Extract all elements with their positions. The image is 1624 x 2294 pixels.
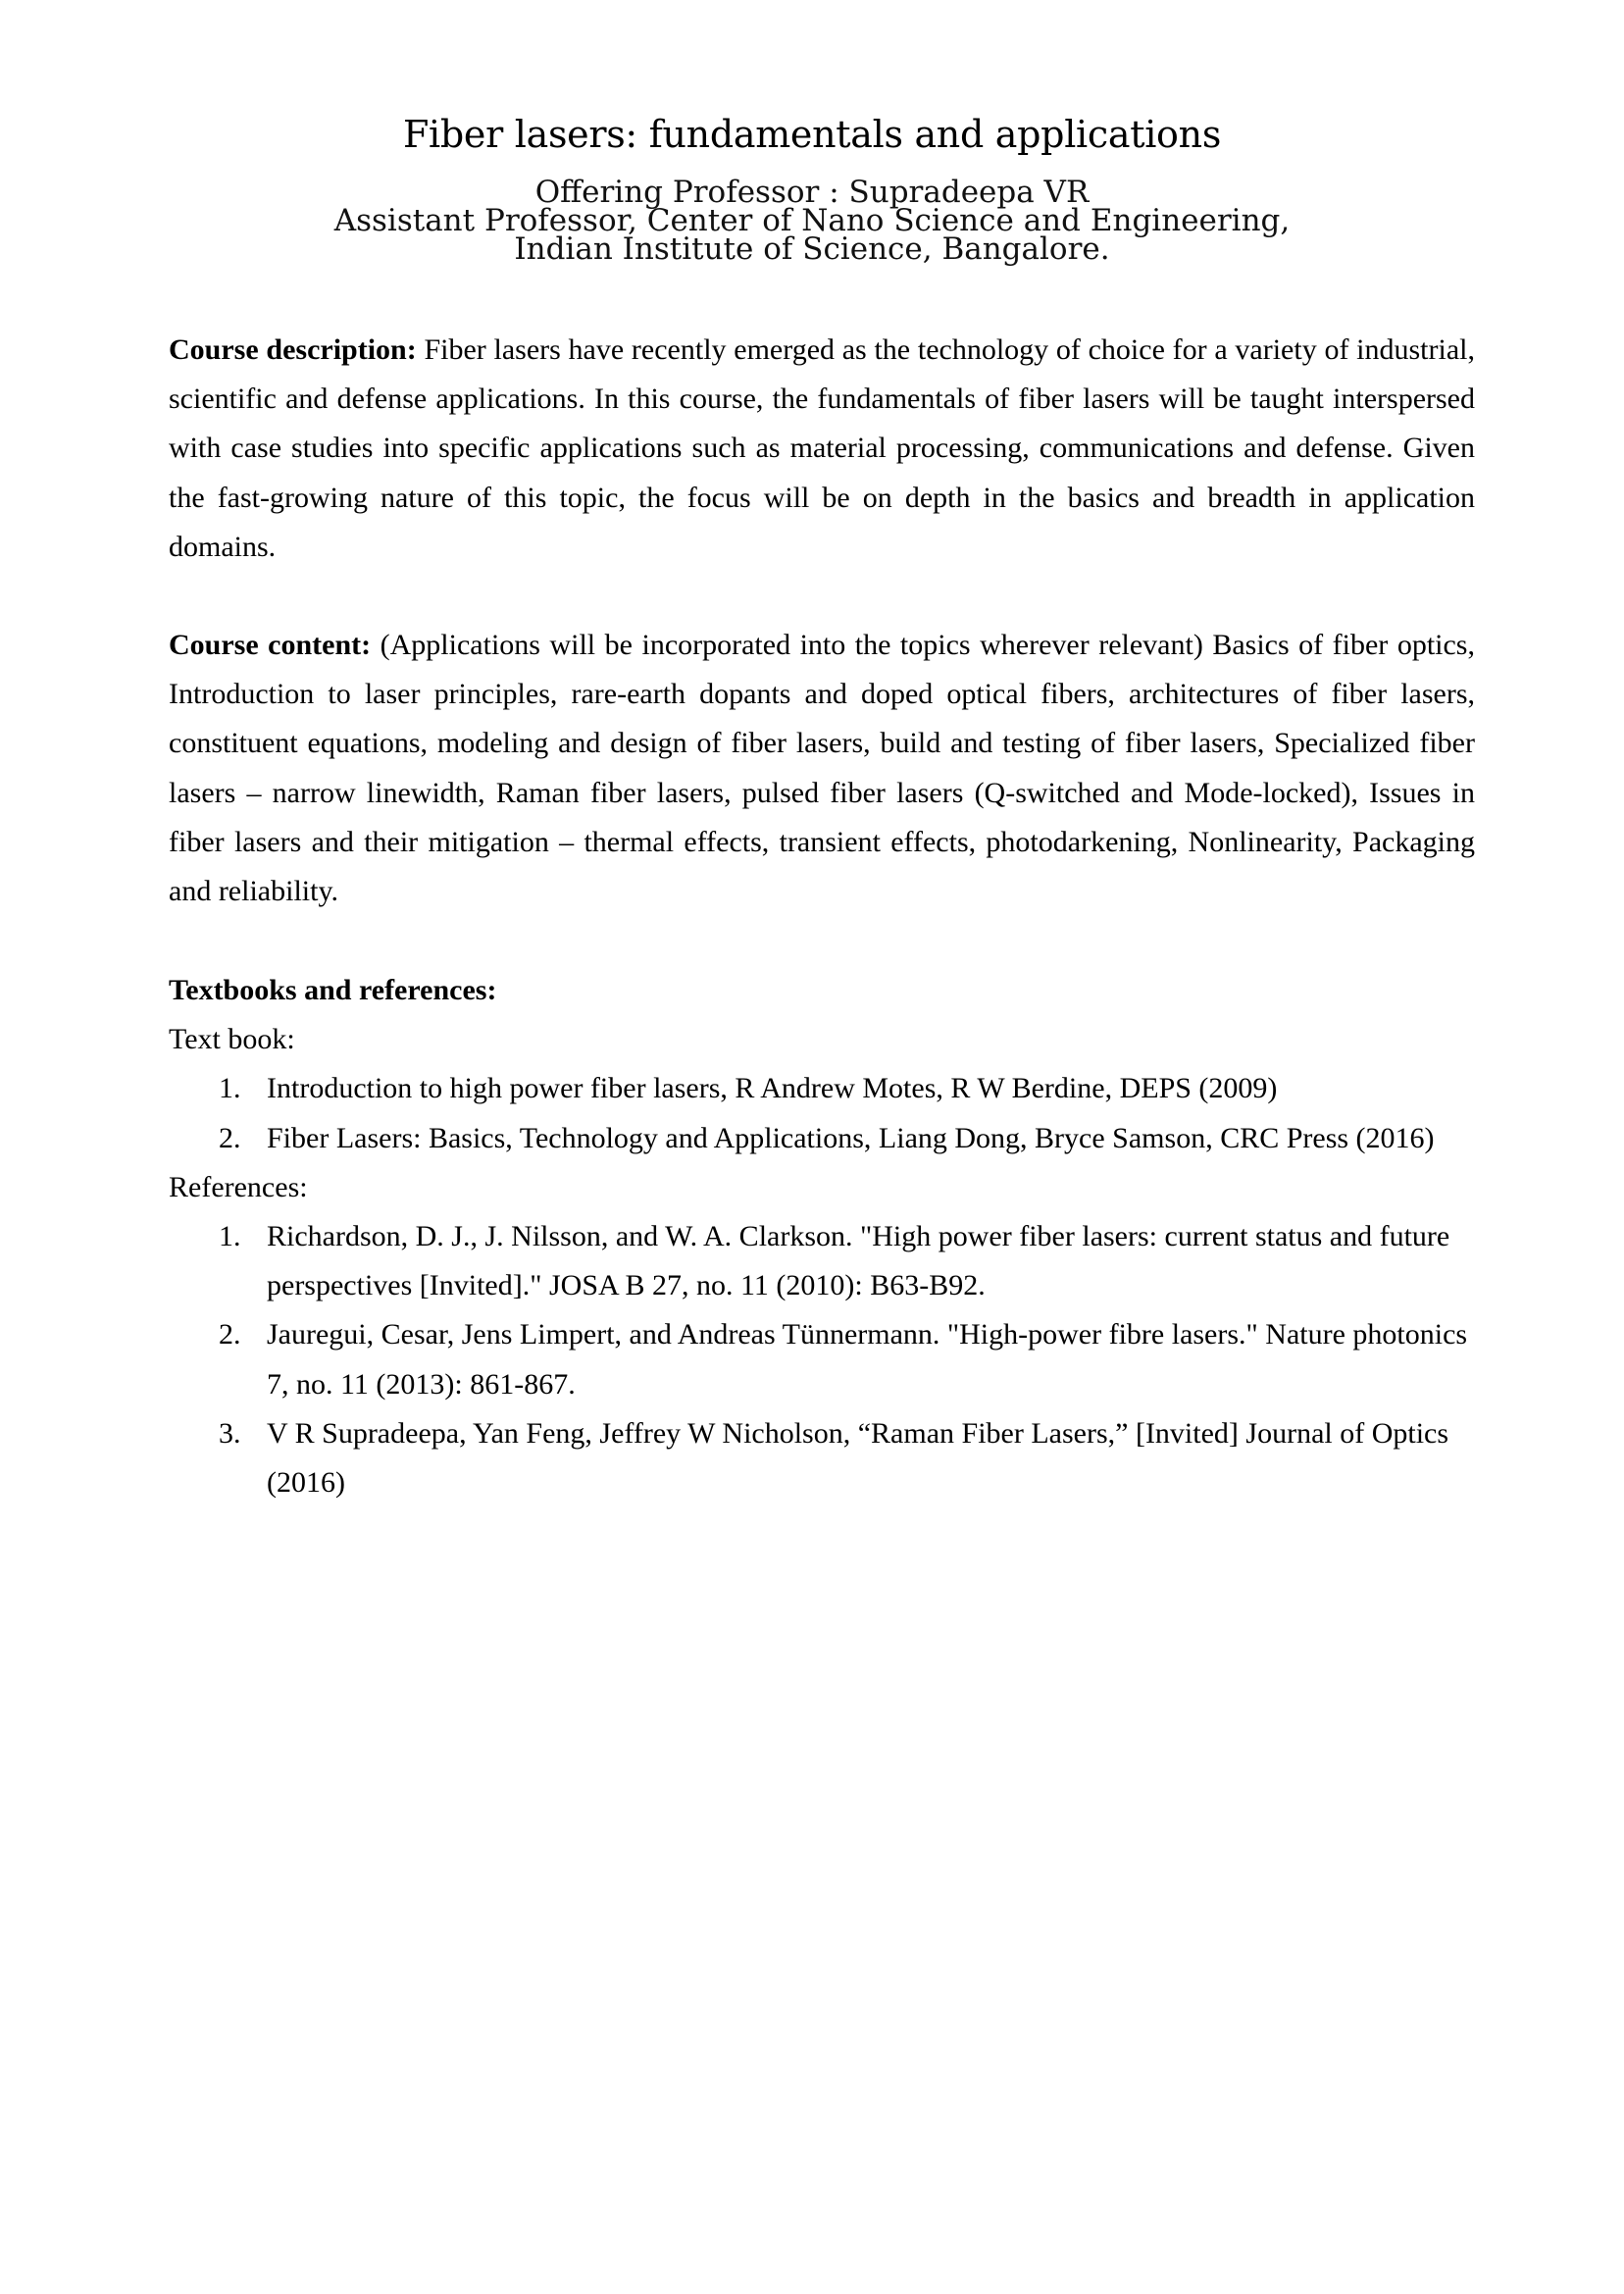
references-label: References: [169,1170,308,1203]
list-number: 2. [219,1121,241,1154]
course-description-label: Course description: [169,333,417,366]
reference-text: Jauregui, Cesar, Jens Limpert, and Andreas Tünnermann. "High-power fibre lasers." Nature photonics 7, no. 11 (2013): 861-867. [267,1318,1468,1401]
list-number: 1. [219,1072,241,1105]
course-description-text: Fiber lasers have recently emerged as the technology of choice for a variety of industrial, scientific and defense applications. In this course, the fundamentals of fiber lasers will be taught interspersed with case studies into specific applications such as material processing, communications and defense. Given the fast-growing nature of this topic, the focus will be on depth in the basics and breadth in application domains. [169,333,1475,563]
list-number: 3. [219,1416,241,1450]
reference-text: V R Supradeepa, Yan Feng, Jeffrey W Nicholson, “Raman Fiber Lasers,” [Invited] Journal of Optics (2016) [267,1416,1449,1500]
textbook-item [169,1064,1475,1113]
textbook-text: Fiber Lasers: Basics, Technology and Applications, Liang Dong, Bryce Samson, CRC Press (2016) [267,1121,1435,1154]
course-description-paragraph [169,326,1475,572]
course-content-label: Course content: [169,629,372,661]
textbooks-heading: Textbooks and references: [169,974,497,1006]
textbook-label: Text book: [169,1023,295,1056]
textbook-list [169,1064,1475,1162]
reference-item [169,1409,1475,1507]
textbook-item [169,1114,1475,1163]
list-number: 1. [219,1220,241,1253]
course-content-section [169,621,1475,916]
reference-item [169,1310,1475,1408]
professor-line: Offering Professor : Supradeepa VR [534,175,1090,210]
reference-text: Richardson, D. J., J. Nilsson, and W. A. Clarkson. "High power fiber lasers: current status and future perspectives [Invited]." JOSA B 27, no. 11 (2010): B63-B92. [267,1220,1450,1302]
institute-line: Indian Institute of Science, Bangalore. [514,231,1110,267]
textbooks-references-section [169,966,1475,1507]
textbook-text: Introduction to high power fiber lasers, R Andrew Motes, R W Berdine, DEPS (2009) [267,1072,1278,1105]
course-content-text: (Applications will be incorporated into the topics wherever relevant) Basics of fiber optics, Introduction to laser principles, rare-earth dopants and doped optical fibers, architectures of fiber lasers, constituent equations, modeling and design of fiber lasers, build and testing of fiber lasers, Specialized fiber lasers – narrow linewidth, Raman fiber lasers, pulsed fiber lasers (Q-switched and Mode-locked), Issues in fiber lasers and their mitigation – thermal effects, transient effects, photodarkening, Nonlinearity, Packaging and reliability. [169,629,1475,908]
document-title: Fiber lasers: fundamentals and applications [402,113,1222,156]
position-line: Assistant Professor, Center of Nano Science and Engineering, [333,203,1291,238]
course-description-section [169,326,1475,572]
list-number: 2. [219,1318,241,1351]
affiliation-block [0,175,1624,267]
reference-list [169,1212,1475,1507]
reference-item [169,1212,1475,1310]
course-content-paragraph [169,621,1475,916]
